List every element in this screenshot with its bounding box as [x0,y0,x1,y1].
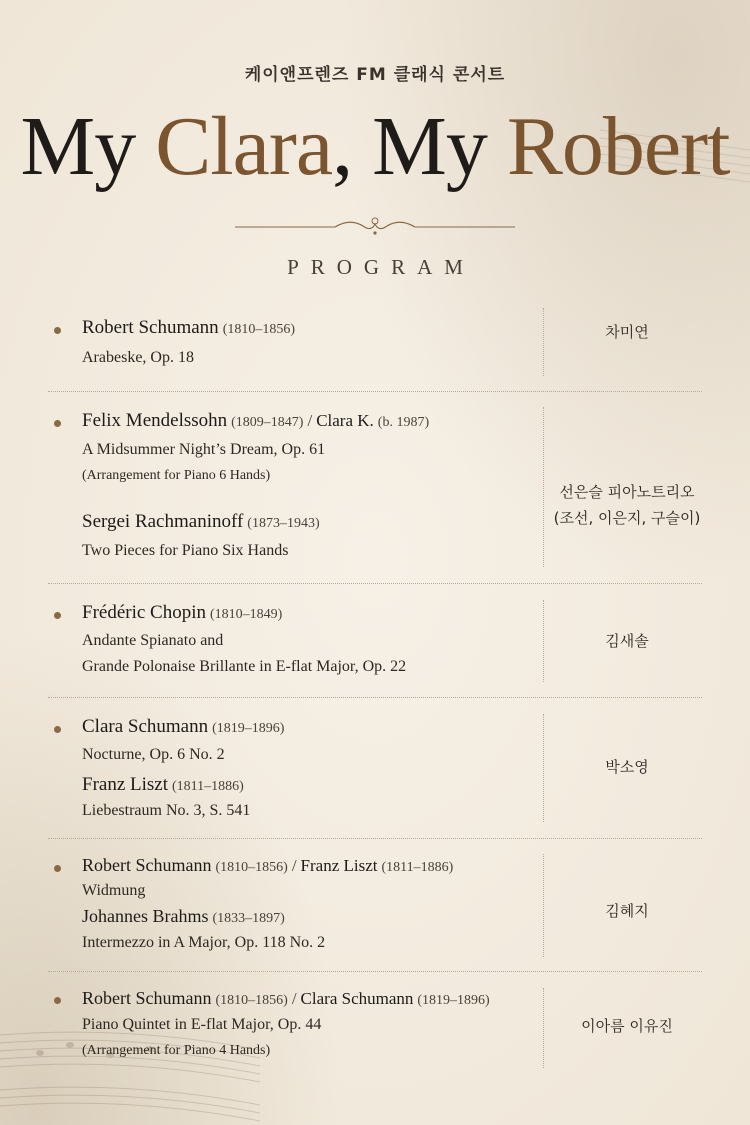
composer-name: Franz Liszt [300,856,378,875]
composer-dates: (1810–1856) [215,860,288,875]
title-part-clara: Clara [155,100,333,193]
section-divider [48,391,702,392]
section-divider [48,583,702,584]
column-divider [543,854,544,957]
composer-name: Sergei Rachmaninoff [82,511,244,532]
bullet-icon [54,865,61,872]
work-title: Two Pieces for Piano Six Hands [82,542,289,559]
program-item-3 [48,600,702,685]
composer-line [82,602,282,624]
section-divider [48,838,702,839]
bullet-icon [54,726,61,733]
program-item-2 [48,407,702,569]
program-item-4 [48,714,702,824]
separator: / [291,989,297,1008]
composer-name: Frédéric Chopin [82,602,207,623]
composer-name: Franz Liszt [82,774,169,795]
composer-name: Johannes Brahms [82,906,209,926]
title-part-robert: Robert [506,100,730,193]
work-title: Nocturne, Op. 6 No. 2 [82,746,225,763]
composer-dates: (1811–1886) [381,860,454,875]
bullet-icon [54,612,61,619]
section-divider [48,697,702,698]
column-divider [543,714,544,822]
composer-name: Felix Mendelssohn [82,410,228,431]
work-title: Piano Quintet in E-flat Major, Op. 44 [82,1016,322,1033]
performer-name: 박소영 [605,758,649,776]
composer-line [82,774,244,796]
work-title: A Midsummer Night’s Dream, Op. 61 [82,441,326,458]
composer-line [82,906,285,927]
composer-name: Clara Schumann [82,716,209,737]
separator: / [291,856,297,875]
composer-name: Robert Schumann [82,988,212,1008]
composer-name: Robert Schumann [82,855,212,875]
work-note: (Arrangement for Piano 6 Hands) [82,468,271,483]
bullet-icon [54,327,61,334]
work-note: (Arrangement for Piano 4 Hands) [82,1043,271,1058]
bullet-icon [54,997,61,1004]
performer-name: 선은슬 피아노트리오 [559,483,695,501]
ornament-divider-icon [235,212,515,242]
composer-dates: (1819–1896) [417,993,490,1008]
composer-name: Clara Schumann [300,989,414,1008]
column-divider [543,988,544,1068]
column-divider [543,407,544,567]
composer-dates: (1809–1847) [231,415,304,430]
program-item-5 [48,854,702,959]
composer-dates: (1833–1897) [212,911,285,926]
performer-name: 김혜지 [605,902,649,920]
composer-dates: (1873–1943) [247,516,320,531]
work-title: Liebestraum No. 3, S. 541 [82,802,251,819]
section-divider [48,971,702,972]
work-title: Intermezzo in A Major, Op. 118 No. 2 [82,934,326,951]
composer-dates: (1819–1896) [212,721,285,736]
composer-name: Robert Schumann [82,317,219,338]
composer-dates: (1810–1856) [222,322,296,337]
program-item-1 [48,315,702,375]
work-title: Andante Spianato and [82,632,224,649]
composer-line [82,716,284,738]
title-part-my: My [20,100,156,193]
work-title: Widmung [82,882,146,899]
program-heading: PROGRAM [287,255,475,279]
title-part-my2: , My [332,100,507,193]
program-item-6 [48,988,702,1068]
composer-dates: (1811–1886) [172,779,244,794]
work-title: Grande Polonaise Brillante in E-flat Major, Op. 22 [82,658,407,675]
page-title [0,102,750,192]
composer-dates: (1810–1849) [210,607,283,622]
composer-line [82,855,453,876]
composer-dates: (1810–1856) [215,993,288,1008]
composer-line [82,988,490,1009]
composer-dates: (b. 1987) [377,415,430,430]
performer-name: 김새솔 [605,632,649,650]
performer-name: 차미연 [605,323,649,341]
column-divider [543,308,544,376]
separator: / [307,411,313,430]
performer-members: (조선, 이은지, 구슬이) [553,509,701,527]
bullet-icon [54,420,61,427]
work-title: Arabeske, Op. 18 [82,349,194,366]
composer-name: Clara K. [316,411,374,430]
composer-line [82,410,429,432]
composer-line [82,317,295,339]
concert-subtitle: 케이앤프렌즈 FM 클래식 콘서트 [244,65,506,85]
performer-name: 이아름 이유진 [581,1017,673,1035]
composer-line [82,511,320,533]
column-divider [543,600,544,682]
